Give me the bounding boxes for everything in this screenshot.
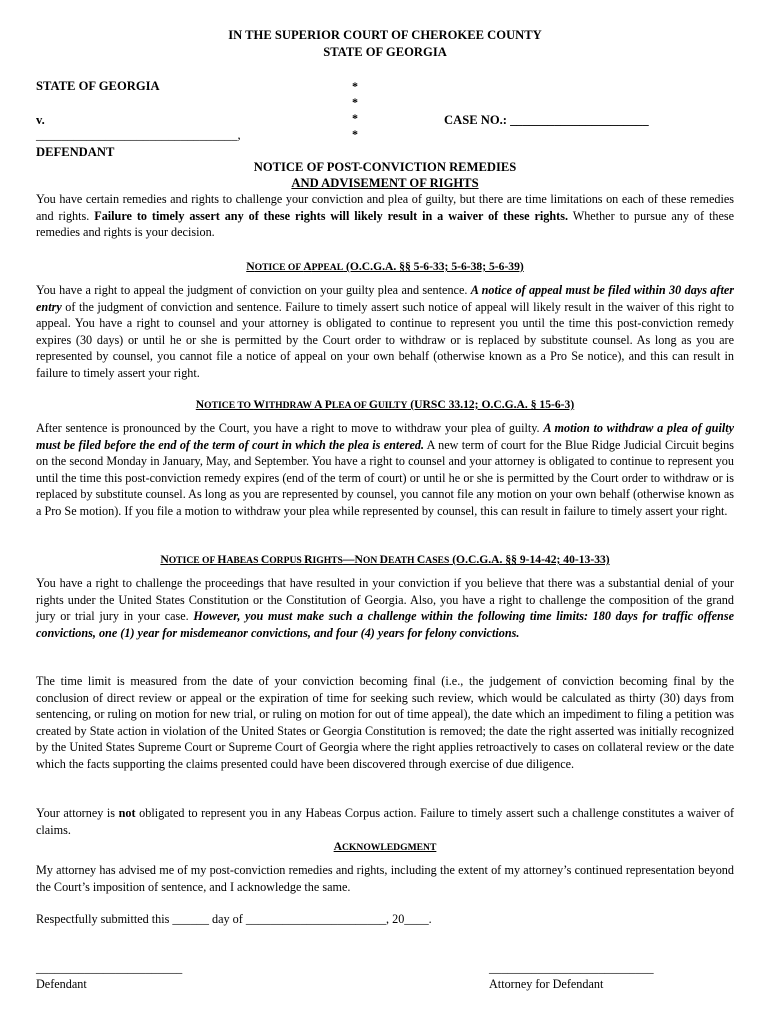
document-title: NOTICE OF POST-CONVICTION REMEDIES: [253, 160, 517, 174]
withdraw-plea-heading: NOTICE TO WITHDRAW A PLEA OF GUILTY (URSC 33.12; O.C.G.A. § 15-6-3): [195, 398, 575, 411]
caption-star: *: [352, 79, 358, 93]
habeas-heading: NOTICE OF HABEAS CORPUS RIGHTS—NON DEATH CASES (O.C.G.A. §§ 9-14-42; 40-13-33): [160, 553, 610, 566]
submission-date-line[interactable]: Respectfully submitted this ______ day of _______________________, 20____.: [36, 912, 432, 926]
withdraw-plea-paragraph: After sentence is pronounced by the Court, you have a right to move to withdraw your plea of guilty. A motion to withdraw a plea of guilty must be filed before the end of the term of court in which the plea is entered. A new term of court for the Blue Ridge Judicial Circuit begins on the second Monday in January, May, and September. You have a right to counsel and your attorney is obligated to continue to represent you until the time this post-conviction remedy expires (end of the term of court) or until he or she is permitted by the Court order to withdraw or is replaced by substitute counsel. As long as you are represented by counsel, you cannot file any motion on your own behalf (otherwise known as a Pro Se motion). If you file a motion to withdraw your plea while represented by counsel, this can result in failure to timely assert your right.: [36, 421, 735, 518]
acknowledgment-heading: ACKNOWLEDGMENT: [333, 840, 437, 853]
habeas-paragraph-attorney: Your attorney is not obligated to represent you in any Habeas Corpus action. Failure to timely assert such a challenge constitutes a waiver of claims.: [36, 806, 735, 837]
attorney-signature-label: Attorney for Defendant: [489, 977, 604, 991]
intro-paragraph: You have certain remedies and rights to challenge your conviction and plea of guilty, but there are time limitations on each of these remedies and rights. Failure to timely assert any of these rights will likely result in a waiver of these rights. Whether to pursue any of these remedies and rights is your decision.: [36, 192, 735, 240]
case-number-field[interactable]: CASE NO.: ______________________: [444, 113, 649, 127]
plaintiff-name: STATE OF GEORGIA: [36, 79, 160, 93]
appeal-heading: NOTICE OF APPEAL (O.C.G.A. §§ 5-6-33; 5-6-38; 5-6-39): [246, 260, 524, 273]
defendant-label: DEFENDANT: [36, 145, 115, 159]
caption-star: *: [352, 111, 358, 125]
defendant-name-blank[interactable]: ________________________________,: [36, 128, 241, 142]
defendant-signature-label: Defendant: [36, 977, 87, 991]
attorney-signature-line[interactable]: ___________________________: [489, 961, 654, 975]
caption-star: *: [352, 127, 358, 141]
court-state: STATE OF GEORGIA: [323, 45, 447, 59]
acknowledgment-paragraph: My attorney has advised me of my post-conviction remedies and rights, including the extent of my attorney’s continued representation beyond the Court’s imposition of sentence, and I acknowledge the same.: [36, 863, 734, 894]
defendant-signature-line[interactable]: ________________________: [36, 961, 183, 975]
versus-label: v.: [36, 113, 45, 127]
document-subtitle-text: AND ADVISEMENT OF RIGHTS: [291, 176, 479, 190]
court-name: IN THE SUPERIOR COURT OF CHEROKEE COUNTY: [228, 28, 542, 42]
document-subtitle: [0, 176, 770, 191]
habeas-paragraph-rights: You have a right to challenge the proceedings that have resulted in your conviction if you believe that there was a substantial denial of your rights under the United States Constitution or the Constitution of Georgia. Also, you have a right to challenge the composition of the grand jury or trial jury in your case. However, you must make such a challenge within the following time limits: 180 days for traffic offense convictions, one (1) year for misdemeanor convictions, and four (4) years for felony convictions.: [36, 576, 734, 640]
habeas-paragraph-time-limit: The time limit is measured from the date of your conviction becoming final (i.e., the judgement of conviction becoming final by the conclusion of direct review or appeal or the expiration of time for seeking such review, which would be calculated as thirty (30) days from sentencing, or ruling on motion for new trial, or ruling on motion for out of time appeal), the date which an impediment to filing a petition was created by State action in violation of the United States or Georgia Constitution is removed; the date the right asserted was initially recognized by the United States Supreme Court or Supreme Court of Georgia where the right applies retroactively to cases on collateral review or the date which the facts supporting the claims presented could have been discovered through exercise of due diligence.: [36, 674, 734, 771]
caption-star: *: [352, 95, 358, 109]
appeal-paragraph: You have a right to appeal the judgment of conviction on your guilty plea and sentence. A notice of appeal must be filed within 30 days after entry of the judgment of conviction and sentence. Failure to timely assert such notice of appeal will likely result in the waiver of this right to appeal. You have a right to counsel and your attorney is obligated to continue to represent you until the time this post-conviction remedy expires (30 days) or until he or she is permitted by the Court order to withdraw or is replaced by substitute counsel. As long as you are represented by counsel, you cannot file a notice of appeal on your own behalf (otherwise known as a Pro Se notice), and this can result in failure to timely assert your right.: [36, 283, 734, 380]
